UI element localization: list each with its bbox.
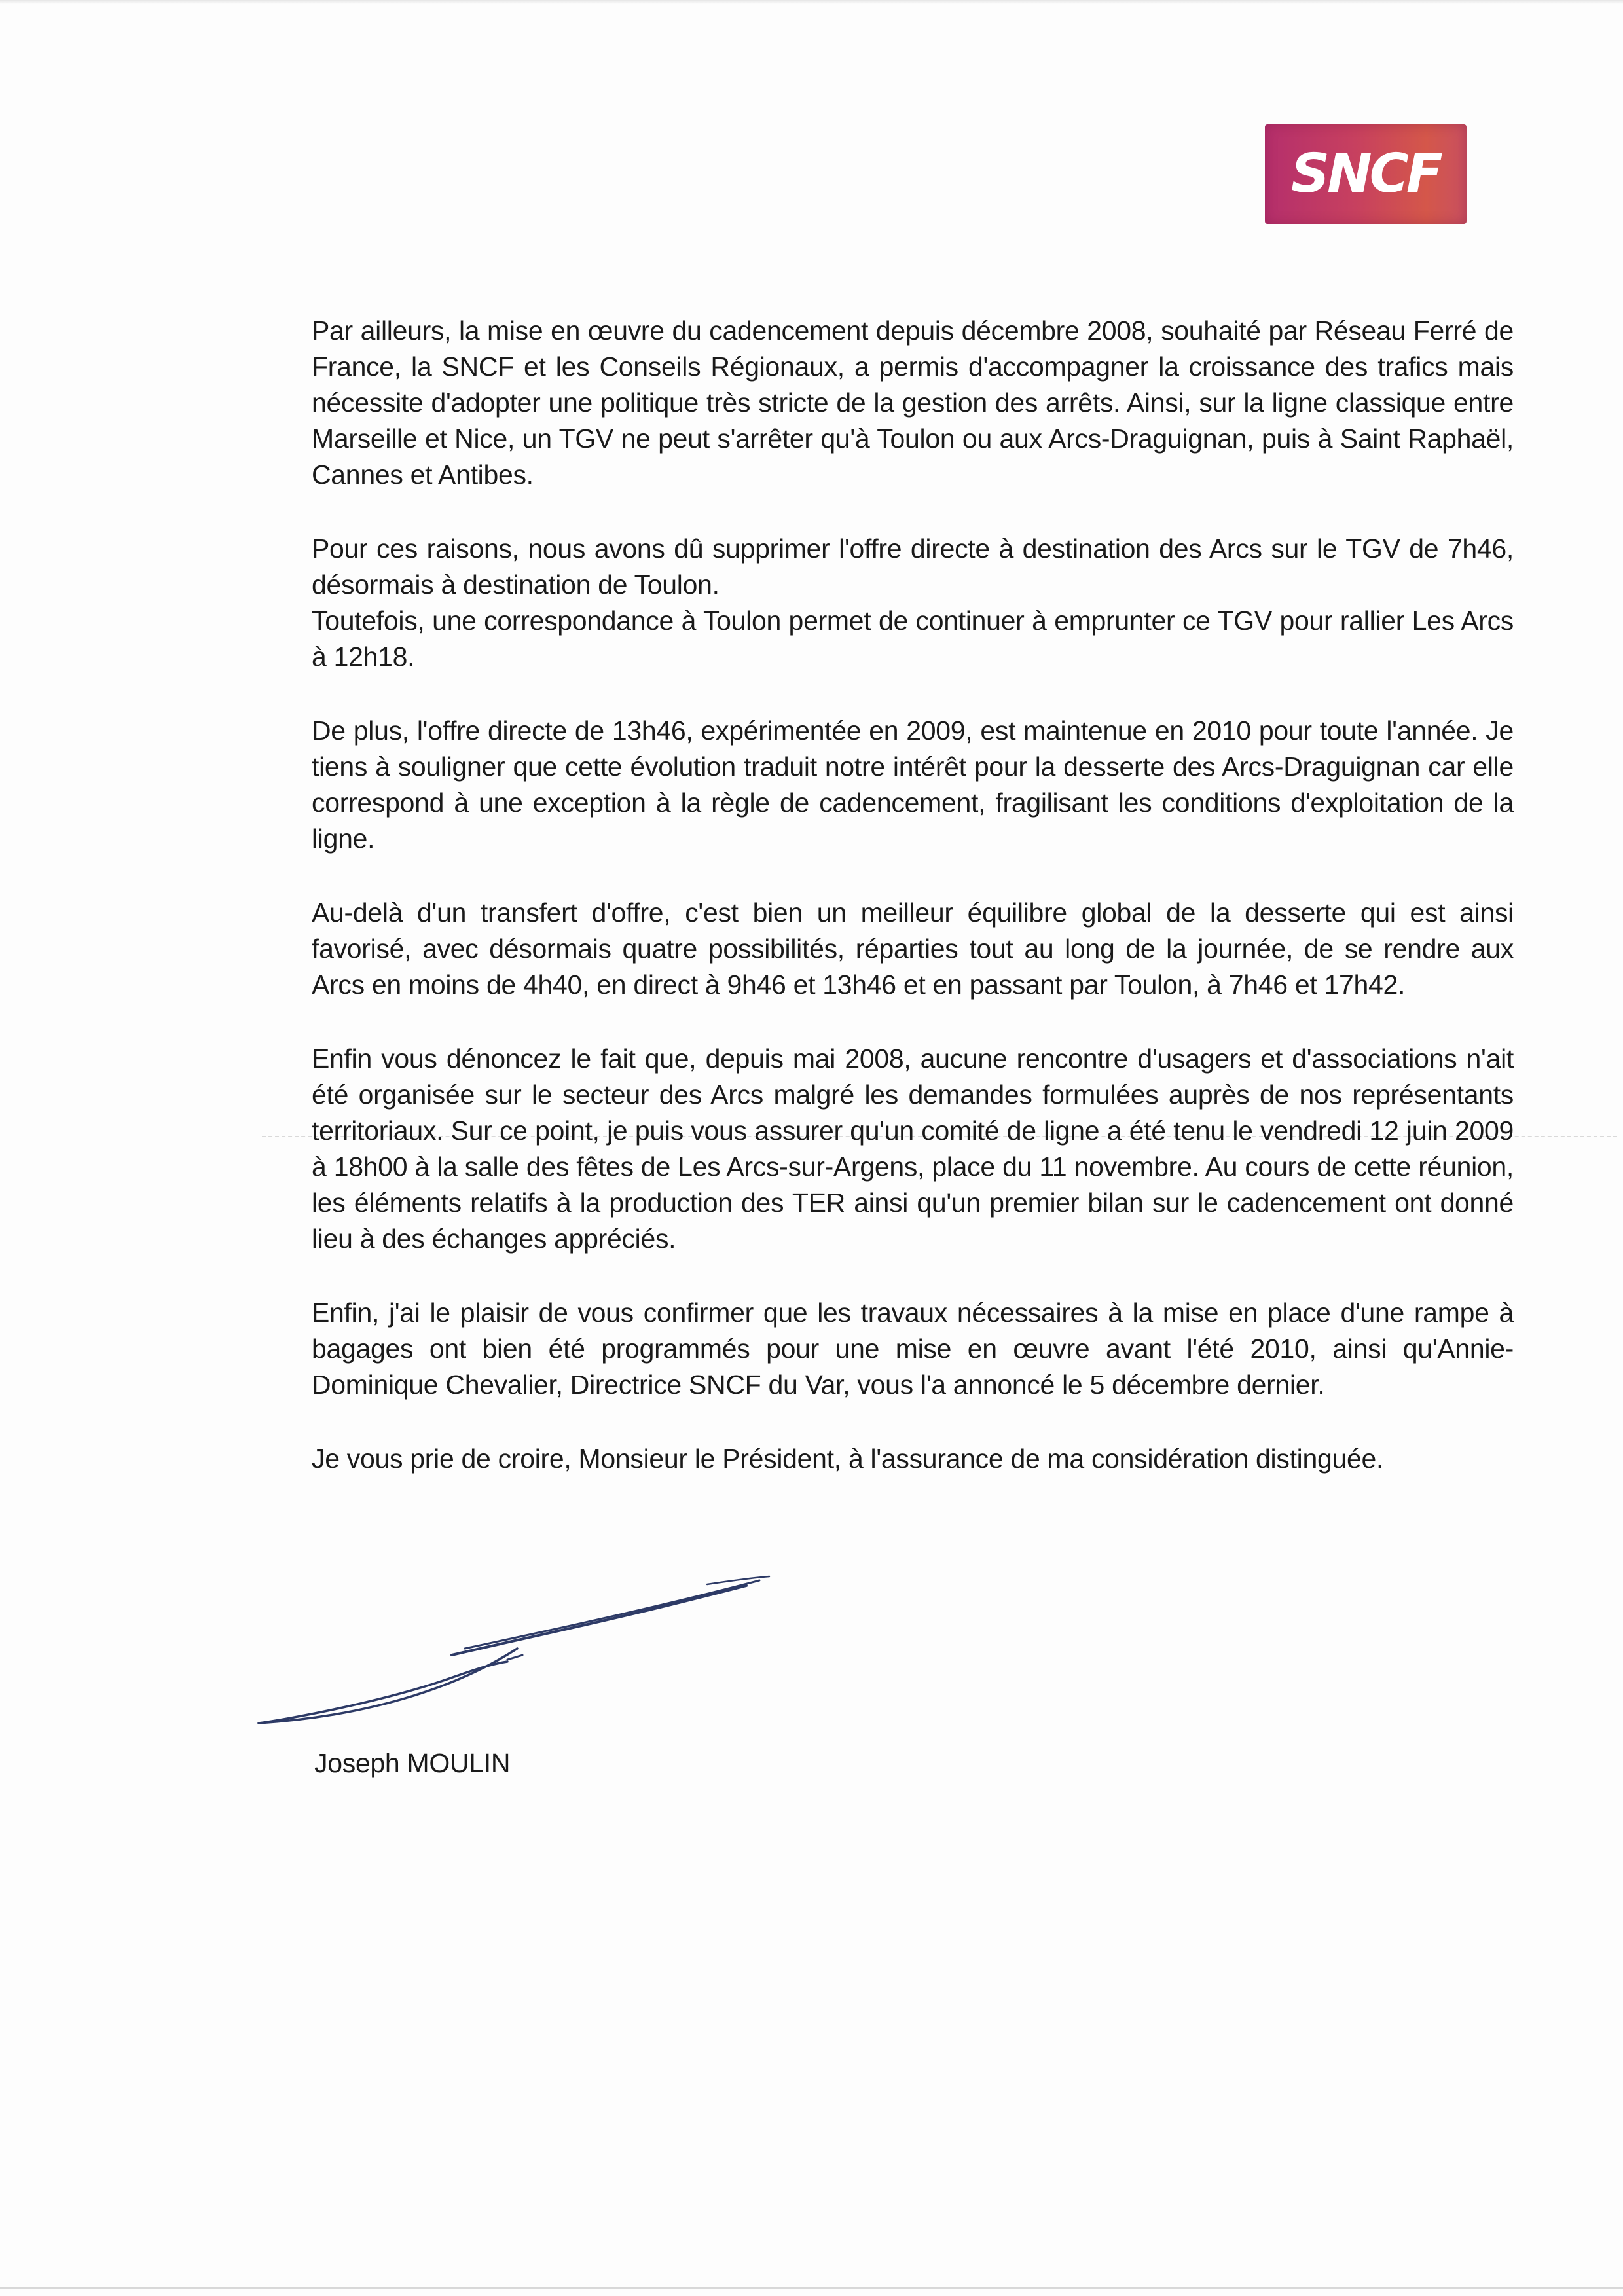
paragraph-text: Par ailleurs, la mise en œuvre du cadencement depuis décembre 2008, souhaité par Réseau Ferré de France, la SNCF et les Conseils Régionaux, a permis d'accompagner la croissance des trafics mais nécessite d'adopter une politique très stricte de la gestion des arrêts. Ainsi, sur la ligne classique entre Marseille et Nice, un TGV ne peut s'arrêter qu'à Toulon ou aux Arcs-Draguignan, puis à Saint Raphaël, Cannes et Antibes.	[312, 316, 1514, 490]
paragraph-text: Toutefois, une correspondance à Toulon permet de continuer à emprunter ce TGV pour rallier Les Arcs à 12h18.	[312, 606, 1514, 672]
letter-body	[312, 313, 1514, 1477]
paragraph-text: Enfin vous dénoncez le fait que, depuis mai 2008, aucune rencontre d'usagers et d'associations n'ait été organisée sur le secteur des Arcs malgré les demandes formulées auprès de nos représentants territoriaux. Sur ce point, je puis vous assurer qu'un comité de ligne a été tenu le vendredi 12 juin 2009 à 18h00 à la salle des fêtes de Les Arcs-sur-Argens, place du 11 novembre. Au cours de cette réunion, les éléments relatifs à la production des TER ainsi qu'un premier bilan sur le cadencement ont donné lieu à des échanges appréciés.	[312, 1044, 1514, 1254]
paragraph-text: De plus, l'offre directe de 13h46, expérimentée en 2009, est maintenue en 2010 pour toute l'année. Je tiens à souligner que cette évolution traduit notre intérêt pour la desserte des Arcs-Draguignan car elle correspond à une exception à la règle de cadencement, fragilisant les conditions d'exploitation de la ligne.	[312, 716, 1514, 854]
paragraph-suppression	[312, 531, 1514, 603]
scan-edge-bottom	[0, 2287, 1623, 2289]
scan-edge-top	[0, 0, 1623, 4]
sncf-logo	[1265, 124, 1467, 224]
paragraph-correspondance	[312, 603, 1514, 675]
sncf-logo-text: SNCF	[1291, 143, 1440, 205]
paragraph-comite-ligne	[312, 1041, 1514, 1257]
paragraph-text: Je vous prie de croire, Monsieur le Président, à l'assurance de ma considération distinguée.	[312, 1444, 1384, 1474]
paragraph-text: Pour ces raisons, nous avons dû supprimer l'offre directe à destination des Arcs sur le TGV de 7h46, désormais à destination de Toulon.	[312, 534, 1514, 600]
paragraph-text: Enfin, j'ai le plaisir de vous confirmer que les travaux nécessaires à la mise en place d'une rampe à bagages ont bien été programmés pour une mise en œuvre avant l'été 2010, ainsi qu'Annie-Dominique Chevalier, Directrice SNCF du Var, vous l'a annoncé le 5 décembre dernier.	[312, 1298, 1514, 1400]
paragraph-cadencement	[312, 313, 1514, 493]
paragraph-closing	[312, 1441, 1514, 1477]
paragraph-offre-directe	[312, 713, 1514, 857]
paragraph-text: Au-delà d'un transfert d'offre, c'est bien un meilleur équilibre global de la desserte qui est ainsi favorisé, avec désormais quatre possibilités, réparties tout au long de la journée, de se rendre aux Arcs en moins de 4h40, en direct à 9h46 et 13h46 et en passant par Toulon, à 7h46 et 17h42.	[312, 898, 1514, 1000]
paragraph-rampe-bagages	[312, 1295, 1514, 1403]
handwritten-signature	[249, 1552, 838, 1748]
paragraph-equilibre	[312, 895, 1514, 1003]
signer-name: Joseph MOULIN	[314, 1748, 511, 1778]
